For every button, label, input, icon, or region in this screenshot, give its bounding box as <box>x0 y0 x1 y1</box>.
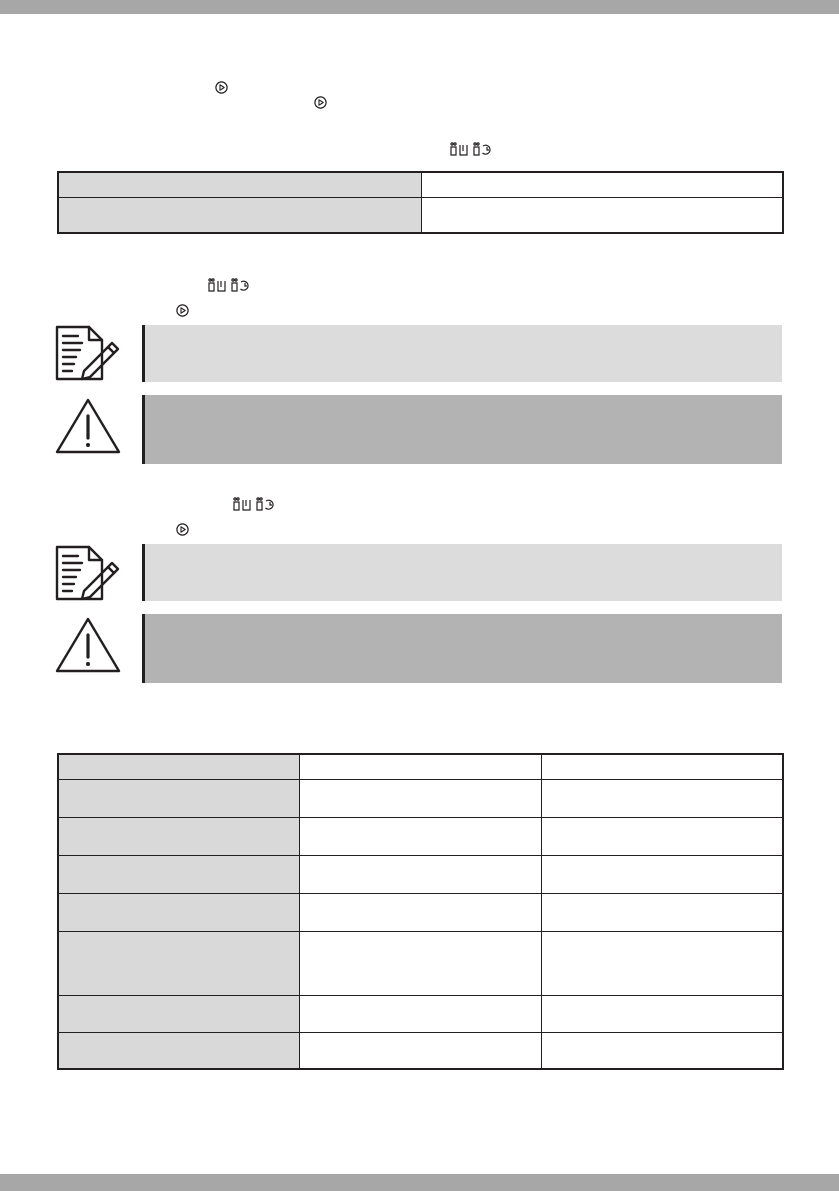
table-cell <box>300 1032 542 1069</box>
table-cell <box>58 995 300 1032</box>
warning-triangle-icon <box>54 397 122 455</box>
detergent-tray-icon <box>231 497 277 511</box>
table-cell <box>542 754 784 779</box>
table-row <box>58 931 783 995</box>
table-cell <box>422 172 784 197</box>
detergent-tray-icon <box>448 142 494 156</box>
play-circle-icon <box>176 523 189 536</box>
table-cell <box>300 995 542 1032</box>
note-box <box>142 544 782 601</box>
table-row <box>58 817 783 855</box>
table-cell <box>542 817 784 855</box>
table-row <box>58 1032 783 1069</box>
table-cell <box>542 1032 784 1069</box>
header-bar <box>0 0 839 14</box>
table-row <box>58 779 783 817</box>
table-cell <box>300 754 542 779</box>
table-cell <box>58 817 300 855</box>
table-cell <box>300 779 542 817</box>
table-cell <box>58 1032 300 1069</box>
table-row <box>58 893 783 931</box>
spec-table-1 <box>57 171 784 234</box>
table-row <box>58 197 783 233</box>
table-cell <box>542 995 784 1032</box>
note-pencil-icon <box>54 544 122 602</box>
play-circle-icon <box>215 81 228 94</box>
table-cell <box>300 893 542 931</box>
table-cell <box>542 855 784 893</box>
footer-bar <box>0 1174 839 1191</box>
play-circle-icon <box>314 96 327 109</box>
table-row <box>58 855 783 893</box>
table-cell <box>422 197 784 233</box>
warning-box <box>142 395 782 464</box>
table-cell <box>58 197 422 233</box>
play-circle-icon <box>176 304 189 317</box>
table-cell <box>542 779 784 817</box>
warning-triangle-icon <box>54 616 122 674</box>
table-cell <box>58 754 300 779</box>
table-cell <box>300 817 542 855</box>
table-cell <box>58 931 300 995</box>
warning-box <box>142 614 782 683</box>
table-cell <box>58 779 300 817</box>
table-cell <box>58 893 300 931</box>
table-cell <box>58 855 300 893</box>
detergent-tray-icon <box>206 278 252 292</box>
table-cell <box>58 172 422 197</box>
table-row <box>58 754 783 779</box>
spec-table-2 <box>57 753 784 1070</box>
table-cell <box>300 931 542 995</box>
table-row <box>58 995 783 1032</box>
table-cell <box>300 855 542 893</box>
note-pencil-icon <box>54 324 122 382</box>
table-row <box>58 172 783 197</box>
table-cell <box>542 893 784 931</box>
note-box <box>142 325 782 382</box>
table-cell <box>542 931 784 995</box>
